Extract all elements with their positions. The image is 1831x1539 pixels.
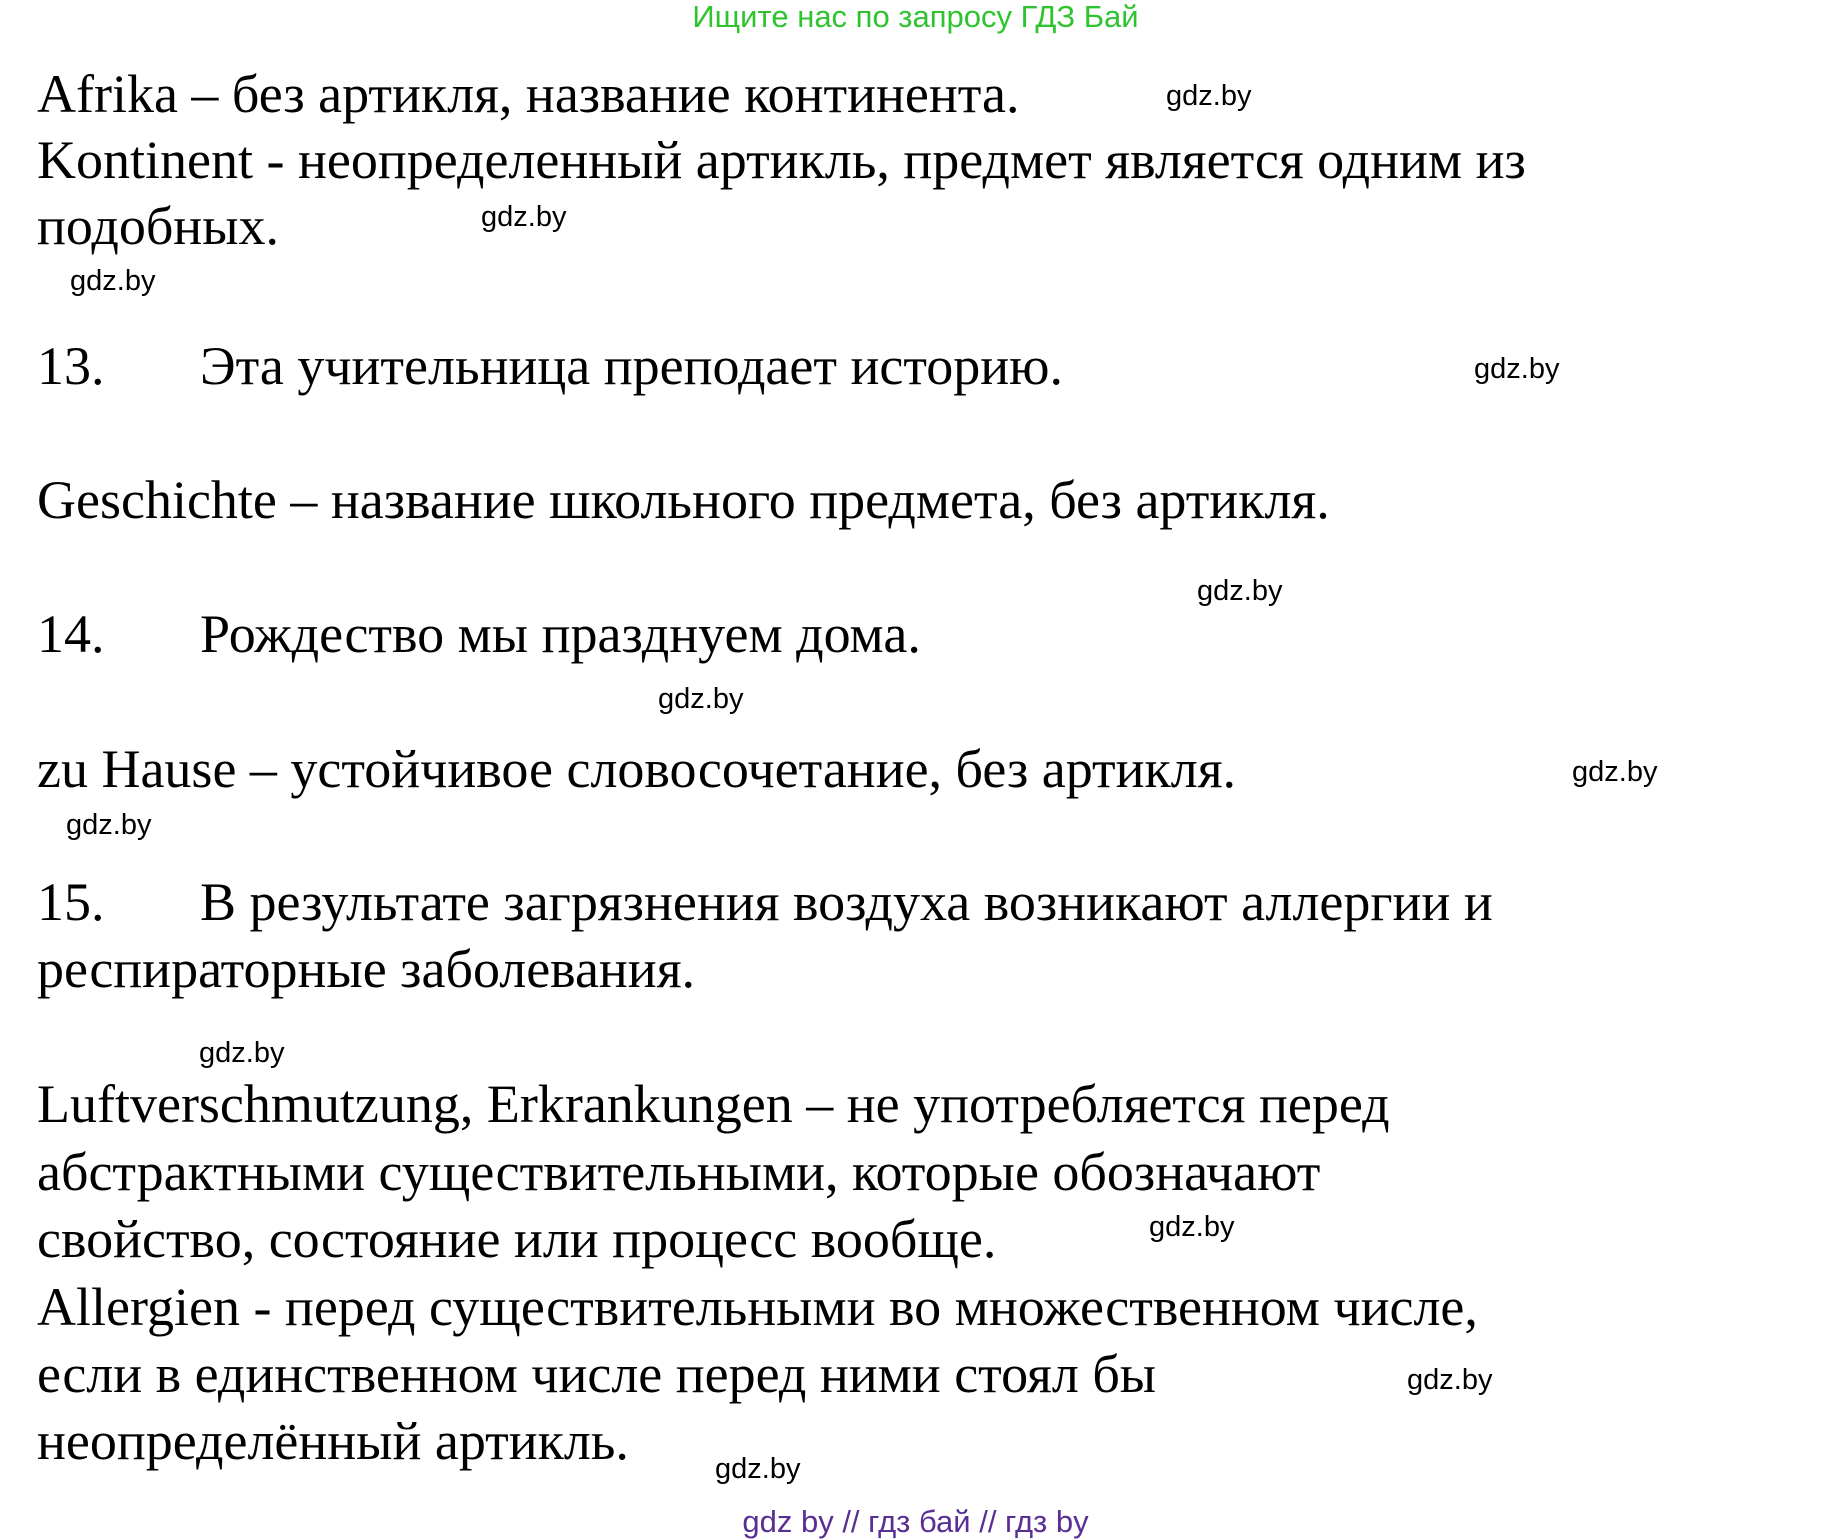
footer-links: gdz by // гдз бай // гдз by xyxy=(742,1504,1089,1539)
text-line-allergien-3: неопределённый артикль. xyxy=(37,1411,629,1471)
text-line-luft-3: свойство, состояние или процесс вообще. xyxy=(37,1209,997,1269)
watermark-label: gdz.by xyxy=(1197,575,1283,607)
item-14 xyxy=(37,602,921,666)
watermark-label: gdz.by xyxy=(715,1453,801,1485)
text-line-allergien-2: если в единственном числе перед ними стоял бы xyxy=(37,1344,1157,1404)
item-13-text: Эта учительница преподает историю. xyxy=(200,336,1063,396)
item-15-text-2: респираторные заболевания. xyxy=(37,939,696,999)
search-banner: Ищите нас по запросу ГДЗ Бай xyxy=(692,0,1139,34)
text-line-allergien-1: Allergien - перед существительными во множественном числе, xyxy=(37,1277,1478,1337)
watermark-label: gdz.by xyxy=(70,265,156,297)
text-line-luft-1: Luftverschmutzung, Erkrankungen – не употребляется перед xyxy=(37,1074,1390,1134)
watermark-label: gdz.by xyxy=(1166,80,1252,112)
text-line-kontinent-2: подобных. xyxy=(37,196,279,256)
text-line-zu-hause: zu Hause – устойчивое словосочетание, без артикля. xyxy=(37,739,1237,799)
item-15-number: 15. xyxy=(37,872,105,932)
item-14-number: 14. xyxy=(37,604,105,664)
item-15 xyxy=(37,870,1493,934)
watermark-label: gdz.by xyxy=(1474,353,1560,385)
watermark-label: gdz.by xyxy=(199,1037,285,1069)
item-13-number: 13. xyxy=(37,336,105,396)
watermark-label: gdz.by xyxy=(658,683,744,715)
item-13 xyxy=(37,334,1063,398)
text-line-geschichte: Geschichte – название школьного предмета, без артикля. xyxy=(37,470,1330,530)
watermark-label: gdz.by xyxy=(1149,1211,1235,1243)
watermark-label: gdz.by xyxy=(1407,1364,1493,1396)
text-line-afrika: Afrika – без артикля, название континента. xyxy=(37,64,1020,124)
watermark-label: gdz.by xyxy=(1572,756,1658,788)
watermark-label: gdz.by xyxy=(481,201,567,233)
item-15-text-1: В результате загрязнения воздуха возникают аллергии и xyxy=(200,872,1493,932)
text-line-kontinent-1: Kontinent - неопределенный артикль, предмет является одним из xyxy=(37,130,1526,190)
text-line-luft-2: абстрактными существительными, которые обозначают xyxy=(37,1142,1321,1202)
watermark-label: gdz.by xyxy=(66,809,152,841)
item-14-text: Рождество мы празднуем дома. xyxy=(200,604,921,664)
